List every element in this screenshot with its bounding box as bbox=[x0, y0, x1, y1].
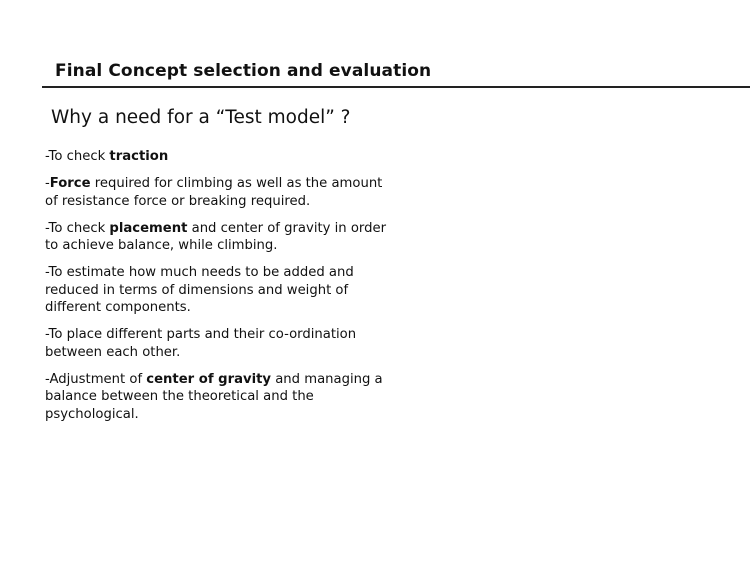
bullet-text: -To estimate how much needs to be added and bbox=[45, 265, 354, 280]
bullet-text: psychological. bbox=[45, 406, 139, 422]
bullet-item bbox=[45, 220, 395, 255]
bullet-line bbox=[45, 193, 395, 211]
bullet-item bbox=[45, 148, 395, 166]
bullet-item bbox=[45, 175, 395, 210]
slide-subtitle: Why a need for a “Test model” ? bbox=[51, 107, 351, 128]
bullet-item bbox=[45, 264, 395, 317]
title-underline bbox=[42, 86, 750, 88]
bullet-line bbox=[45, 299, 395, 317]
bullet-text: reduced in terms of dimensions and weight of bbox=[45, 282, 349, 298]
bullet-list bbox=[45, 148, 395, 433]
bullet-line bbox=[45, 282, 395, 300]
bullet-emphasis: placement bbox=[109, 220, 188, 236]
bullet-line bbox=[45, 237, 395, 255]
slide-title: Final Concept selection and evaluation bbox=[55, 61, 432, 81]
bullet-text: to achieve balance, while climbing. bbox=[45, 238, 278, 253]
bullet-line bbox=[45, 175, 395, 193]
bullet-text: balance between the theoretical and the bbox=[45, 389, 314, 404]
bullet-line bbox=[45, 220, 395, 238]
bullet-emphasis: traction bbox=[109, 149, 169, 164]
bullet-emphasis: Force bbox=[49, 176, 91, 191]
bullet-line bbox=[45, 326, 395, 344]
bullet-item bbox=[45, 371, 395, 424]
bullet-line bbox=[45, 264, 395, 282]
bullet-text: -To place different parts and their co-ordination bbox=[45, 327, 357, 342]
bullet-text: and managing a bbox=[271, 371, 383, 387]
bullet-text: -Adjustment of bbox=[45, 371, 147, 387]
bullet-text: required for climbing as well as the amount bbox=[90, 176, 383, 191]
bullet-text: - bbox=[45, 176, 50, 191]
bullet-line bbox=[45, 388, 395, 406]
bullet-line bbox=[45, 344, 395, 362]
bullet-line bbox=[45, 371, 395, 389]
bullet-text: of resistance force or breaking required. bbox=[45, 193, 311, 209]
bullet-line bbox=[45, 148, 395, 166]
bullet-text: between each other. bbox=[45, 344, 181, 360]
bullet-text: different components. bbox=[45, 300, 191, 315]
bullet-text: and center of gravity in order bbox=[187, 220, 387, 236]
bullet-text: -To check bbox=[45, 149, 110, 164]
bullet-emphasis: center of gravity bbox=[146, 371, 272, 387]
bullet-item bbox=[45, 326, 395, 361]
bullet-line bbox=[45, 406, 395, 424]
bullet-text: -To check bbox=[45, 220, 110, 236]
